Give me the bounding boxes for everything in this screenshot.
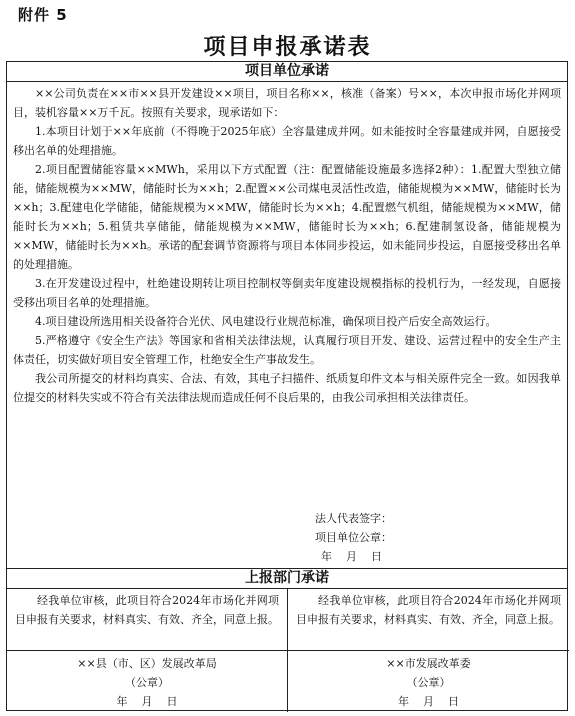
section-heading-unit: 项目单位承诺 — [7, 62, 567, 82]
unit-seal-label: 项目单位公章： — [315, 531, 392, 544]
signature-block — [315, 509, 392, 566]
section-heading-department: 上报部门承诺 — [7, 568, 567, 589]
sign-date: 年 月 日 — [321, 550, 382, 563]
intro-paragraph: ××公司负责在××市××县开发建设××项目，项目名称××，核准（备案）号××，本次申报市场化并网项目，装机容量××万千瓦。按照有关要求，现承诺如下： — [13, 87, 561, 119]
city-date: 年 月 日 — [398, 695, 459, 708]
commitment-item-2: 2.项目配置储能容量××MWh，采用以下方式配置（注：配置储能设施最多选择2种）：1.配置大型独立储能，储能规模为××MW，储能时长为××h；2.配置××公司煤电灵活性改造，储能规模为××MW，储能时长为××h；3.配建电化学储能，储能规模为××MW，储能时长为××h；4.配置燃气机组，储能规模为××MW，储能时长为××h；5.租赁共享储能，储能规模为××MW，储能时长为××h；6.配建制氢设备，储能规模为××MW，储能时长为××h。承诺的配套调节资源将与项目本体同步投运，如未能同步投运，自愿接受移出名单的处理措施。 — [13, 163, 561, 271]
city-org-name: ××市发展改革委 — [386, 657, 471, 670]
county-org-name: ××县（市、区）发展改革局 — [77, 657, 217, 670]
city-review-text: 经我单位审核，此项目符合2024年市场化并网项目申报有关要求，材料真实、有效、齐全，同意上报。 — [296, 594, 561, 626]
commitment-table — [6, 61, 568, 711]
commitment-item-4: 4.项目建设所选用相关设备符合光伏、风电建设行业规范标准，确保项目投产后安全高效运行。 — [35, 315, 497, 328]
city-seal-label: （公章） — [406, 676, 451, 689]
commitment-item-3: 3.在开发建设过程中，杜绝建设期转让项目控制权等倒卖年度建设规模指标的投机行为，一经发现，自愿接受移出项目名单的处理措施。 — [13, 277, 561, 309]
attachment-label: 附件 5 — [18, 6, 68, 24]
page-title: 项目申报承诺表 — [203, 35, 372, 60]
declaration-paragraph: 我公司所提交的材料均真实、合法、有效，其电子扫描件、纸质复印件文本与相关原件完全一致。如因我单位提交的材料失实或不符合有关法律法规而造成任何不良后果的，由我公司承担相关法律责任。 — [13, 372, 561, 404]
city-department-cell — [288, 588, 569, 712]
commitment-item-5: 5.严格遵守《安全生产法》等国家和省相关法律法规，认真履行项目开发、建设、运营过程中的安全生产主体责任，切实做好项目安全管理工作，杜绝安全生产事故发生。 — [13, 334, 561, 366]
county-date: 年 月 日 — [116, 695, 178, 708]
unit-commitment-body — [13, 84, 561, 407]
county-seal-label: （公章） — [125, 676, 169, 689]
county-department-cell — [7, 588, 288, 712]
commitment-item-1: 1.本项目计划于××年底前（不得晚于2025年底）全容量建成并网。如未能按时全容量建成并网，自愿接受移出名单的处理措施。 — [13, 125, 561, 157]
legal-rep-signature-label: 法人代表签字： — [315, 512, 392, 525]
county-review-text: 经我单位审核，此项目符合2024年市场化并网项目申报有关要求，材料真实、有效、齐全，同意上报。 — [15, 594, 279, 626]
